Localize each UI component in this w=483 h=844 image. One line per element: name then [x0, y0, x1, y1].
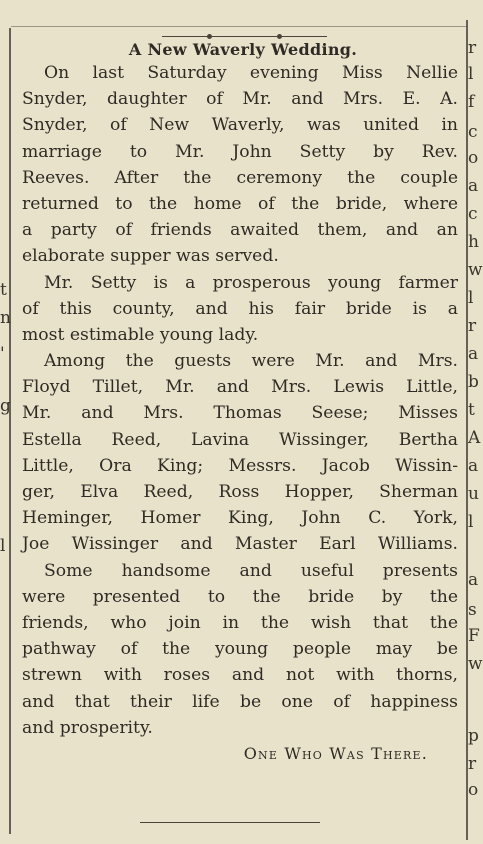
- fragment-letter: r: [468, 316, 477, 336]
- fragment-letter: o: [468, 780, 479, 800]
- fragment-letter: p: [468, 726, 479, 746]
- text-line: elaborate supper was served.: [22, 246, 279, 267]
- text-line: Heminger, Homer King, John C. York,: [22, 508, 458, 529]
- text-line: marriage to Mr. John Setty by Rev.: [22, 141, 458, 162]
- text-line: of this county, and his fair bride is a: [22, 298, 458, 319]
- fragment-letter: s: [468, 600, 477, 620]
- fragment-letter: c: [468, 204, 478, 224]
- fragment-letter: a: [468, 456, 479, 476]
- right-margin-fragments: [468, 0, 483, 844]
- fragment-letter: c: [468, 122, 478, 142]
- fragment-letter: g: [0, 396, 11, 416]
- text-line: were presented to the bride by the: [22, 586, 458, 607]
- paragraph-couple: [22, 270, 458, 349]
- article: [22, 40, 458, 767]
- fragment-letter: ': [0, 344, 5, 364]
- fragment-letter: o: [468, 148, 479, 168]
- text-line: Estella Reed, Lavina Wissinger, Bertha: [22, 429, 458, 450]
- text-line: Little, Ora King; Messrs. Jacob Wissin-: [22, 455, 458, 476]
- headline-ornament-rule: [162, 36, 327, 37]
- fragment-letter: t: [0, 280, 7, 300]
- text-line: Floyd Tillet, Mr. and Mrs. Lewis Little,: [22, 377, 458, 398]
- left-margin-fragments: [0, 0, 9, 844]
- text-line: and prosperity.: [22, 717, 153, 738]
- article-signature: One Who Was There.: [243, 743, 428, 763]
- paragraph-guests: [22, 348, 458, 558]
- text-line: and that their life be one of happiness: [22, 691, 458, 712]
- fragment-letter: F: [468, 626, 480, 646]
- left-column-rule: [9, 28, 11, 834]
- fragment-letter: a: [468, 570, 479, 590]
- fragment-letter: a: [468, 176, 479, 196]
- fragment-letter: l: [468, 288, 474, 308]
- top-rule: [11, 26, 466, 27]
- text-line: Among the guests were Mr. and Mrs.: [44, 351, 458, 372]
- text-line: Snyder, of New Waverly, was united in: [22, 115, 458, 136]
- text-line: On last Saturday evening Miss Nellie: [44, 63, 458, 83]
- fragment-letter: f: [468, 92, 475, 112]
- text-line: ger, Elva Reed, Ross Hopper, Sherman: [22, 482, 458, 502]
- fragment-letter: A: [468, 428, 481, 448]
- text-line: most estimable young lady.: [22, 324, 259, 345]
- text-line: pathway of the young people may be: [22, 639, 458, 660]
- fragment-letter: b: [468, 372, 479, 392]
- fragment-letter: l: [468, 64, 474, 84]
- text-line: friends, who join in the wish that the: [22, 612, 458, 633]
- fragment-letter: w: [468, 654, 483, 674]
- paragraph-presents: [22, 558, 458, 741]
- fragment-letter: a: [468, 344, 479, 364]
- fragment-letter: w: [468, 260, 483, 280]
- text-line: Mr. and Mrs. Thomas Seese; Misses: [22, 403, 458, 424]
- text-line: Reeves. After the ceremony the couple: [22, 167, 458, 188]
- fragment-letter: r: [468, 754, 477, 774]
- paragraph-wedding: [22, 60, 458, 270]
- text-line: Mr. Setty is a prosperous young farmer: [44, 272, 458, 293]
- text-line: Joe Wissinger and Master Earl Williams.: [22, 534, 458, 555]
- fragment-letter: r: [468, 38, 477, 58]
- text-line: Some handsome and useful presents: [44, 560, 458, 581]
- fragment-letter: l: [0, 536, 6, 556]
- bottom-ornament-rule: [140, 822, 320, 823]
- text-line: strewn with roses and not with thorns,: [22, 665, 458, 686]
- fragment-letter: l: [468, 512, 474, 532]
- article-headline: A New Waverly Wedding.: [128, 40, 358, 59]
- text-line: returned to the home of the bride, where: [22, 193, 458, 214]
- fragment-letter: h: [468, 232, 479, 252]
- text-line: a party of friends awaited them, and an: [22, 220, 458, 241]
- text-line: Snyder, daughter of Mr. and Mrs. E. A.: [22, 89, 458, 110]
- fragment-letter: u: [468, 484, 479, 504]
- fragment-letter: t: [468, 400, 475, 420]
- fragment-letter: n: [0, 308, 11, 328]
